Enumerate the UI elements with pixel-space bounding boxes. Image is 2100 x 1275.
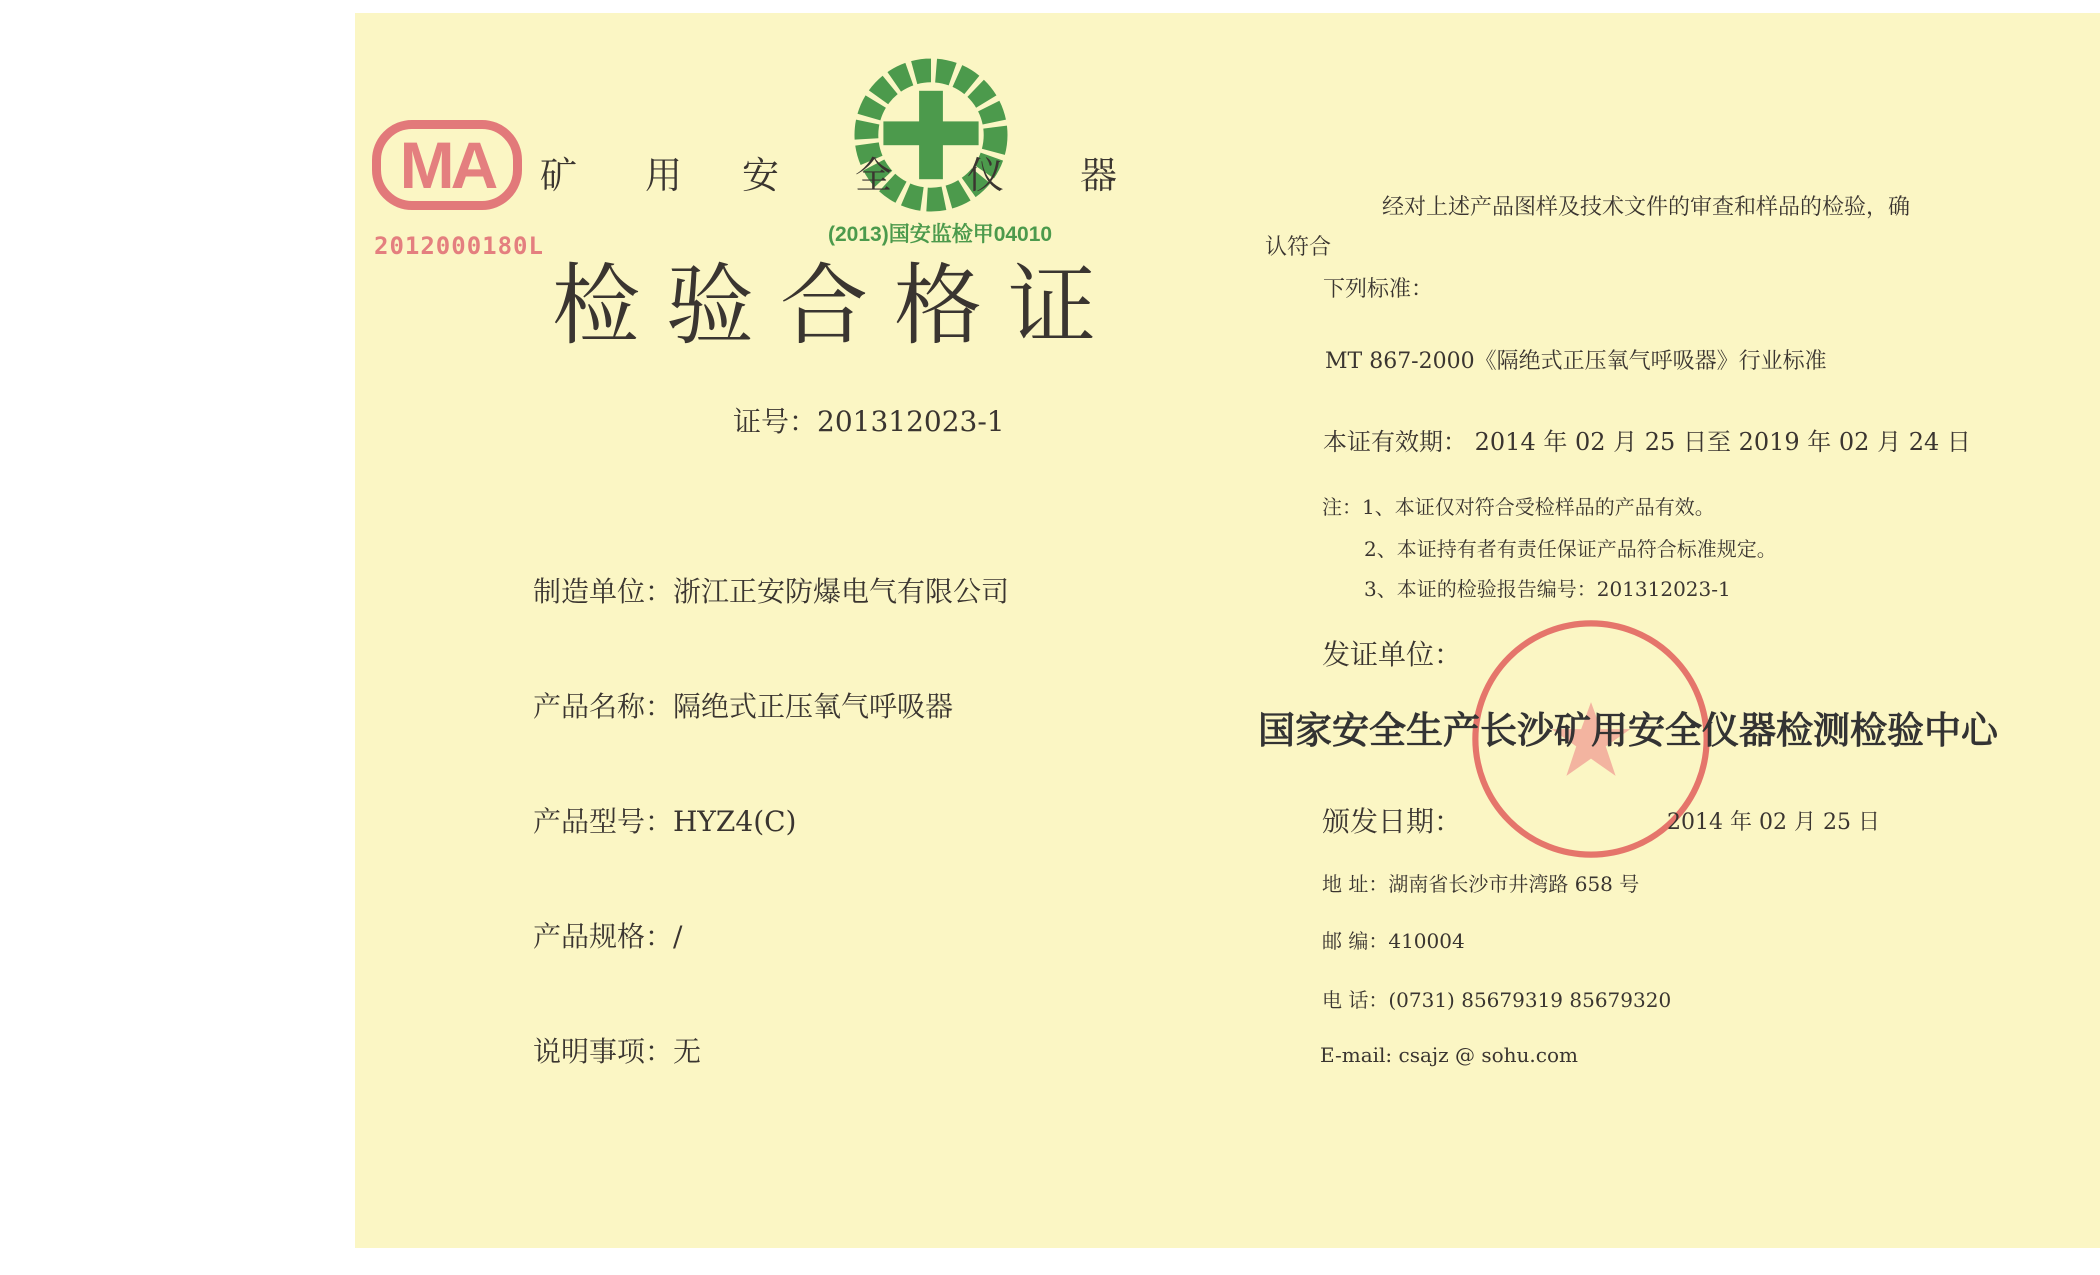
standard: MT 867-2000《隔绝式正压氧气呼吸器》行业标准 <box>1325 349 1827 374</box>
field-remarks <box>533 1030 701 1070</box>
header-char: 仪 <box>967 154 1004 197</box>
field-value: / <box>673 920 683 953</box>
field-product-name <box>533 685 953 725</box>
header-char: 全 <box>855 154 892 197</box>
issue-date: 2014 年 02 月 25 日 <box>1667 810 1880 835</box>
certificate-number: 证号：201312023-1 <box>733 405 1005 438</box>
certificate-title: 检验合格证 <box>552 254 1123 357</box>
field-value: 无 <box>673 1035 702 1068</box>
header-char: 用 <box>645 154 682 197</box>
standard-label: 下列标准： <box>1323 277 1434 302</box>
validity-label: 本证有效期： <box>1323 428 1467 456</box>
field-value: HYZ4(C) <box>673 805 797 838</box>
ma-logo: MA <box>372 120 522 210</box>
note: 2、本证持有者有责任保证产品符合标准规定。 <box>1364 537 1777 561</box>
postcode: 邮 编：410004 <box>1322 929 1465 953</box>
field-value: 隔绝式正压氧气呼吸器 <box>673 690 954 723</box>
header-char: 矿 <box>540 154 577 197</box>
field-label: 产品名称： <box>533 690 674 723</box>
field-model <box>533 800 796 840</box>
emblem-code: (2013)国安监检甲04010 <box>828 223 1053 246</box>
ma-number: 2012000180L <box>374 232 544 260</box>
field-label: 说明事项： <box>533 1035 674 1068</box>
header-char: 安 <box>742 154 779 197</box>
field-value: 浙江正安防爆电气有限公司 <box>673 575 1010 608</box>
field-spec <box>533 915 682 955</box>
header-char: 器 <box>1080 154 1117 197</box>
intro-text: 经对上述产品图样及技术文件的审查和样品的检验，确 <box>1382 195 1911 220</box>
phone: 电 话：(0731) 85679319 85679320 <box>1322 988 1672 1012</box>
address: 地 址：湖南省长沙市井湾路 658 号 <box>1322 872 1640 896</box>
validity <box>1323 422 1971 457</box>
note: 3、本证的检验报告编号：201312023-1 <box>1364 577 1731 601</box>
note: 注：1、本证仅对符合受检样品的产品有效。 <box>1322 495 1715 519</box>
field-manufacturer <box>533 570 1009 610</box>
field-label: 制造单位： <box>533 575 674 608</box>
email: E-mail: csajz @ sohu.com <box>1320 1043 1578 1067</box>
field-label: 产品型号： <box>533 805 674 838</box>
issuer-label: 发证单位： <box>1322 638 1463 671</box>
issuer-name: 国家安全生产长沙矿用安全仪器检测检验中心 <box>1258 709 1998 752</box>
intro-text-2: 认符合 <box>1265 235 1332 260</box>
issue-date-label: 颁发日期： <box>1322 805 1463 838</box>
field-label: 产品规格： <box>533 920 674 953</box>
validity-value: 2014 年 02 月 25 日至 2019 年 02 月 24 日 <box>1474 428 1971 456</box>
